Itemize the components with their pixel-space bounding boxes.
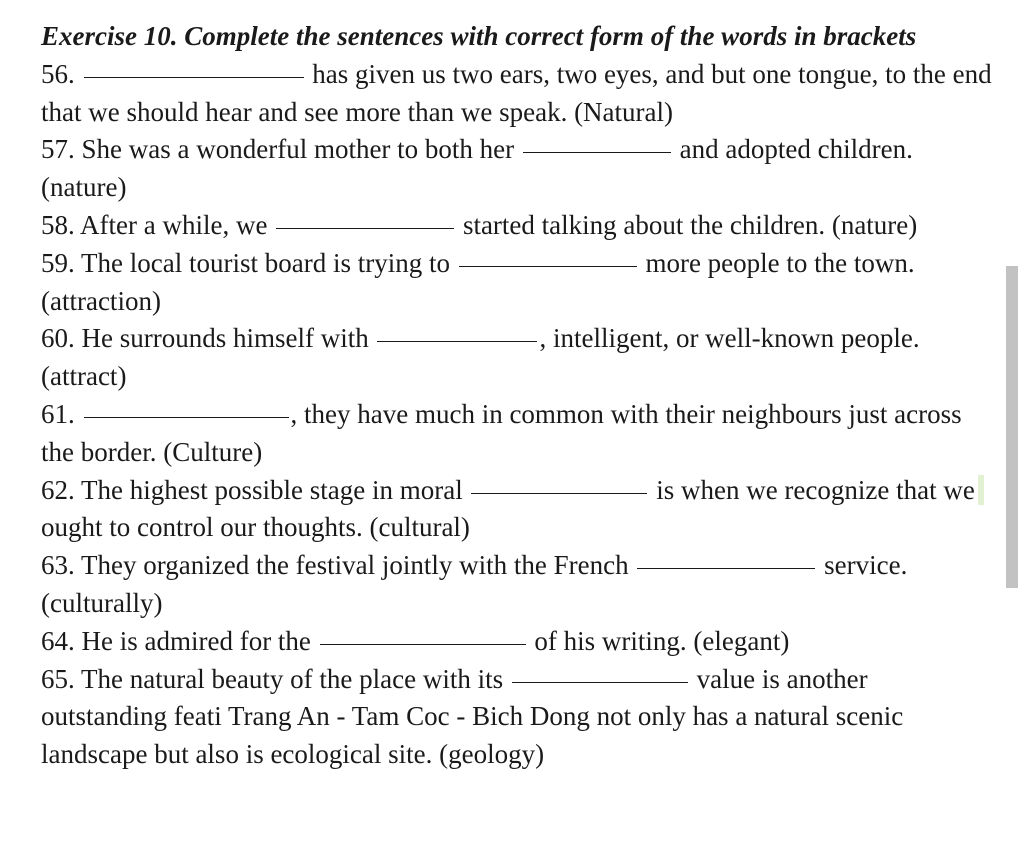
exercise-62-after: is when we recognize that we (649, 474, 975, 505)
exercise-57 (41, 131, 994, 207)
answer-blank-61[interactable] (84, 416, 289, 418)
exercise-56-after: has given us two ears, two eyes, and but one tongue, to the end that we should hear and see more than we speak. (Natural) (41, 58, 992, 127)
answer-blank-62[interactable] (471, 492, 647, 494)
exercise-56-before: 56. (41, 58, 82, 89)
answer-blank-64[interactable] (320, 643, 526, 645)
answer-blank-59[interactable] (459, 265, 637, 267)
exercise-61 (41, 396, 994, 472)
exercise-62-after-2: ought to control our thoughts. (cultural) (41, 512, 470, 543)
exercise-59-after: more people to the town. (attraction) (41, 247, 915, 316)
answer-blank-56[interactable] (84, 76, 304, 78)
exercise-63-after: service. (culturally) (41, 550, 908, 618)
exercise-title: Exercise 10. Complete the sentences with correct form of the words in brackets (41, 21, 917, 51)
exercise-63 (41, 547, 994, 623)
exercise-57-before: 57. She was a wonderful mother to both her (41, 134, 521, 165)
exercise-56 (41, 56, 994, 132)
exercise-65 (41, 661, 994, 774)
exercise-60 (41, 320, 994, 396)
exercise-61-before: 61. (41, 398, 82, 429)
answer-blank-57[interactable] (523, 151, 671, 153)
answer-blank-65[interactable] (512, 681, 688, 683)
text-cursor-highlight (978, 475, 984, 505)
exercise-60-after: , intelligent, or well-known people. (attract) (41, 323, 920, 392)
exercise-63-before: 63. They organized the festival jointly with the French (41, 550, 636, 581)
exercise-58-after: started talking about the children. (nature) (456, 209, 918, 240)
exercise-60-before: 60. He surrounds himself with (41, 323, 376, 354)
exercise-61-after: , they have much in common with their neighbours just across the border. (Culture) (41, 398, 962, 467)
exercise-57-after: and adopted children. (nature) (41, 134, 913, 203)
exercise-64-after: of his writing. (elegant) (527, 625, 790, 656)
exercise-58-before: 58. After a while, we (41, 209, 275, 240)
answer-blank-60[interactable] (377, 340, 537, 342)
answer-blank-63[interactable] (637, 567, 815, 569)
exercise-62-before: 62. The highest possible stage in moral (41, 474, 470, 505)
exercise-59 (41, 245, 994, 321)
exercise-59-before: 59. The local tourist board is trying to (41, 247, 457, 278)
vertical-scrollbar[interactable] (1006, 266, 1018, 588)
exercise-58 (41, 207, 994, 245)
exercise-64 (41, 623, 994, 661)
exercise-65-before: 65. The natural beauty of the place with its (41, 663, 510, 694)
answer-blank-58[interactable] (276, 227, 454, 229)
exercise-65-after: value is another outstanding feati Trang An - Tam Coc - Bich Dong not only has a natural scenic landscape but also is ecological site. (geology) (41, 663, 904, 770)
exercise-64-before: 64. He is admired for the (41, 625, 318, 656)
exercise-62 (41, 472, 994, 548)
